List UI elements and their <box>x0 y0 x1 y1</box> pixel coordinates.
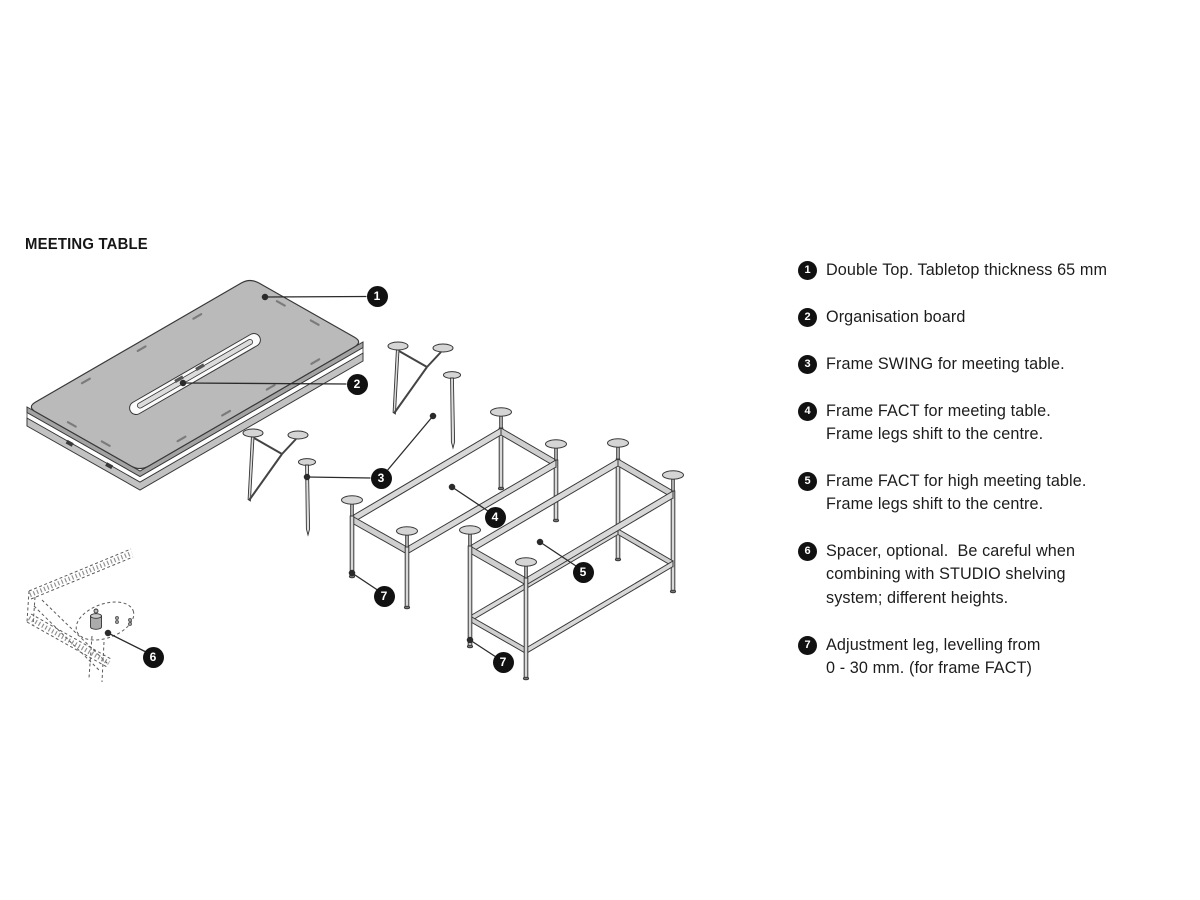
legend-item-text: Adjustment leg, levelling from 0 - 30 mm. (for frame FACT) <box>826 635 1041 677</box>
legend-item-3 <box>798 355 1065 376</box>
legend-item-5 <box>798 472 1086 517</box>
legend-item-number: 7 <box>798 636 817 655</box>
legend-item-text: Double Top. Tabletop thickness 65 mm <box>826 260 1108 279</box>
spacer-detail <box>27 549 139 682</box>
legend-item-7 <box>798 636 1040 681</box>
callout-6: 6 <box>143 647 164 668</box>
legend-item-6 <box>798 542 1075 610</box>
callout-7-right: 7 <box>493 652 514 673</box>
legend-item-text: Frame SWING for meeting table. <box>826 354 1065 373</box>
callout-1: 1 <box>367 286 388 307</box>
callout-7-left: 7 <box>374 586 395 607</box>
frame-fact-high <box>460 439 684 680</box>
legend-item-text: Organisation board <box>826 307 966 326</box>
callout-3: 3 <box>371 468 392 489</box>
legend-item-number: 5 <box>798 472 817 491</box>
frame-swing-right <box>388 342 461 448</box>
legend-item-text: Frame FACT for high meeting table. Frame legs shift to the centre. <box>826 471 1087 513</box>
frame-swing-left <box>243 429 316 535</box>
legend-item-number: 6 <box>798 542 817 561</box>
callout-5: 5 <box>573 562 594 583</box>
legend-item-number: 2 <box>798 308 817 327</box>
spacer-part <box>91 609 132 629</box>
legend-item-number: 4 <box>798 402 817 421</box>
legend-item-text: Frame FACT for meeting table. Frame legs shift to the centre. <box>826 401 1051 443</box>
legend-item-number: 3 <box>798 355 817 374</box>
legend-item-2 <box>798 308 965 329</box>
page-title: MEETING TABLE <box>25 236 148 253</box>
callout-4: 4 <box>485 507 506 528</box>
legend-item-4 <box>798 402 1051 447</box>
tabletop-double-top <box>27 280 363 490</box>
legend-item-1 <box>798 261 1107 282</box>
legend-item-number: 1 <box>798 261 817 280</box>
callout-2: 2 <box>347 374 368 395</box>
legend-item-text: Spacer, optional. Be careful when combining with STUDIO shelving system; different heights. <box>826 541 1076 607</box>
